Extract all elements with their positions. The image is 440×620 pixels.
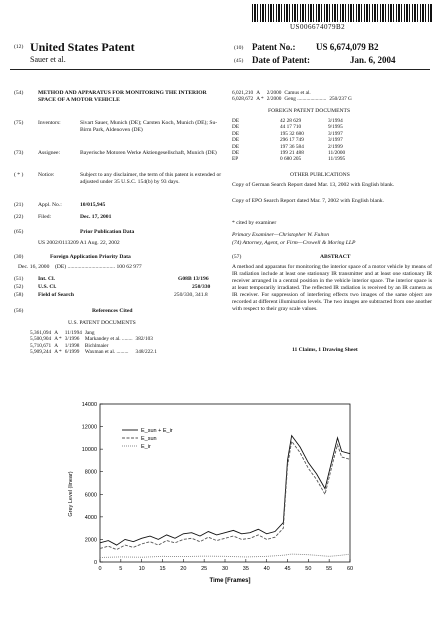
x-tick-label: 20: [180, 566, 187, 572]
plot-frame: [100, 404, 350, 562]
appl-label: Appl. No.:: [38, 202, 62, 208]
x-tick-label: 40: [263, 566, 270, 572]
y-tick-label: 4000: [84, 514, 97, 521]
assignee: Bayerische Motoren Werke Aktiengesellschaft, Munich (DE): [80, 150, 217, 156]
code-73: (73): [14, 150, 24, 156]
foreign-docs-table: [232, 118, 348, 163]
table-row: 5,909,244 A * 6/1999 Waxman et al. ......... 348/222.1: [30, 349, 157, 356]
code-30: (30): [14, 254, 24, 260]
code-75: (75): [14, 120, 24, 126]
code-56: (56): [14, 308, 24, 314]
code-21: (21): [14, 202, 24, 208]
series-line: [100, 554, 350, 557]
table-row: 6,028,672 A * 2/2000 Geng ...................... 250/237 G: [232, 96, 352, 103]
barcode: [252, 4, 432, 22]
filed-date: Dec. 17, 2001: [80, 214, 112, 220]
x-axis-label: Time [Frames]: [209, 578, 251, 584]
assignee-label: Assignee:: [38, 150, 61, 156]
notice-label: Notice:: [38, 172, 55, 178]
table-row: DE 44 17 710 9/1995: [232, 124, 343, 131]
foreign-priority-heading: Foreign Application Priority Data: [50, 254, 131, 260]
y-tick-label: 2000: [84, 537, 97, 544]
prior-pub: US 2002/0113209 A1 Aug. 22, 2002: [38, 240, 120, 246]
table-row: 5,710,671 A 1/1998 Bichlmaier: [30, 342, 109, 349]
attorney: (74) Attorney, Agent, or Firm—Crowell & Moring LLP: [232, 240, 356, 246]
code-54: (54): [14, 90, 24, 96]
x-tick-label: 5: [119, 566, 123, 572]
table-row: 5,500,904 A * 3/1996 Markandey et al. ........ 382/103: [30, 336, 153, 343]
abstract-text: A method and apparatus for monitoring the interior space of a motor vehicle by means of IR radiation include at least one stationary IR transmitter and at least one stationary IR receiver arranged in a central position in the vehicle interior space. The interior space is at least temporarily irradiated. The reflected IR radiation is received by an IR camera as IR receiver. For suppression of interfering effects two images of the same object are recorded at different illumination levels. The two images are subtracted from one another with respect to their gray scale values.: [232, 264, 432, 312]
header-rule: [10, 69, 430, 70]
code-57: (57): [232, 254, 242, 260]
y-tick-label: 6000: [84, 492, 97, 499]
appl-no: 10/015,945: [80, 202, 106, 208]
x-tick-label: 55: [326, 566, 333, 572]
claims-line: 11 Claims, 1 Drawing Sheet: [292, 347, 358, 353]
table-row: DE 197 36 584 2/1999: [232, 143, 343, 150]
legend-label: E_ir: [141, 444, 151, 450]
inventors: Sivart Sauer, Munich (DE); Carsten Koch, Munich (DE); Su-Birm Park, Aldenoven (DE): [80, 120, 218, 133]
series-line: [100, 436, 350, 545]
other-pub-1: Copy of German Search Report dated Mar. 13, 2002 with English blank.: [232, 182, 395, 188]
table-row: 5,361,094 A 11/1994 Jang: [30, 330, 95, 336]
table-row: DE 296 17 749 3/1997: [232, 137, 343, 144]
table-row: EP 0 680 205 11/1995: [232, 156, 346, 163]
prior-pub-heading: Prior Publication Data: [80, 229, 135, 235]
code-51: (51): [14, 276, 24, 282]
code-12: (12): [14, 44, 24, 50]
legend-label: E_sun: [141, 436, 157, 442]
notice: Subject to any disclaimer, the term of this patent is extended or adjusted under 35 U.S.C. 154(b) by 93 days.: [80, 172, 222, 185]
us-docs-heading: U.S. PATENT DOCUMENTS: [68, 320, 136, 326]
int-cl-label: Int. Cl.: [38, 276, 55, 282]
table-row: 6,021,210 A 2/2000 Camus et al.: [232, 90, 311, 96]
x-tick-label: 45: [284, 566, 291, 572]
barcode-number: US006674079B2: [290, 23, 346, 31]
x-tick-label: 0: [98, 566, 102, 572]
title: METHOD AND APPARATUS FOR MONITORING THE INTERIOR SPACE OF A MOTOR VEHICLE: [38, 90, 207, 103]
doc-type: United States Patent: [30, 40, 135, 54]
us-cl: 250/330: [192, 284, 211, 290]
table-row: DE 195 32 680 3/1997: [232, 130, 343, 137]
code-58: (58): [14, 292, 24, 298]
foreign-priority: Dec. 16, 2000 (DE) .................................. 100 62 977: [18, 264, 142, 270]
us-docs-table: [30, 330, 160, 356]
x-tick-label: 60: [346, 566, 354, 572]
other-pub-2: Copy of EPO Search Report dated Mar. 7, 2002 with English blank.: [232, 198, 384, 204]
field-search-label: Field of Search: [38, 292, 74, 298]
refs-heading: References Cited: [92, 308, 133, 314]
grey-level-chart: [60, 398, 360, 588]
field-search: 250/330, 341.8: [174, 292, 208, 298]
us-docs-right-table: [232, 90, 355, 103]
abstract-heading: ABSTRACT: [320, 254, 351, 260]
other-pubs-heading: OTHER PUBLICATIONS: [290, 172, 350, 178]
code-10: (10): [234, 45, 244, 51]
y-tick-label: 10000: [81, 447, 97, 454]
patent-no: US 6,674,079 B2: [316, 42, 379, 52]
code-52: (52): [14, 284, 24, 290]
x-tick-label: 35: [242, 566, 249, 572]
table-row: DE 42 28 629 3/1994: [232, 118, 343, 124]
chart: [60, 398, 360, 588]
code-notice: ( * ): [14, 172, 24, 178]
cited-by-examiner: * cited by examiner: [232, 220, 277, 226]
patent-no-label: Patent No.:: [252, 42, 296, 52]
x-tick-label: 10: [138, 566, 145, 572]
inventor-short: Sauer et al.: [30, 55, 66, 64]
y-tick-label: 12000: [81, 424, 97, 431]
code-45: (45): [234, 58, 244, 64]
code-22: (22): [14, 214, 24, 220]
y-tick-label: 0: [93, 560, 97, 566]
x-tick-label: 50: [305, 566, 312, 572]
us-cl-label: U.S. Cl.: [38, 284, 57, 290]
y-axis-label: Grey Level (linear): [68, 471, 74, 517]
y-tick-label: 8000: [84, 469, 97, 476]
date-label: Date of Patent:: [252, 55, 310, 65]
table-row: DE 199 21 488 11/2000: [232, 150, 346, 157]
x-tick-label: 25: [201, 566, 208, 572]
primary-examiner: Primary Examiner—Christopher W. Fulton: [232, 232, 330, 238]
inventors-label: Inventors:: [38, 120, 61, 126]
legend-label: E_sun + E_ir: [141, 428, 173, 434]
series-line: [100, 441, 350, 549]
patent-date: Jan. 6, 2004: [350, 55, 396, 65]
int-cl: G08B 13/196: [178, 276, 209, 282]
code-65: (65): [14, 229, 24, 235]
y-tick-label: 14000: [81, 402, 97, 408]
filed-label: Filed:: [38, 214, 52, 220]
x-tick-label: 15: [159, 566, 166, 572]
x-tick-label: 30: [221, 566, 229, 572]
foreign-docs-heading: FOREIGN PATENT DOCUMENTS: [268, 108, 351, 114]
